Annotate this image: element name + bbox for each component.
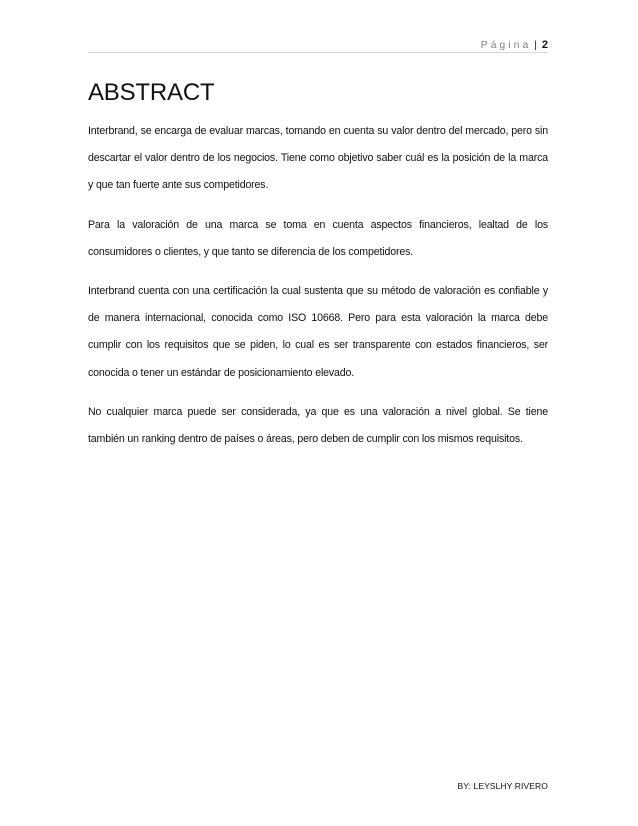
abstract-body	[88, 118, 548, 465]
paragraph-valuation: Para la valoración de una marca se toma en cuenta aspectos financieros, lealtad de los consumidores o clientes, y que tanto se diferencia de los competidores.	[88, 218, 548, 258]
page-number: 2	[541, 39, 548, 51]
section-title: ABSTRACT	[88, 79, 215, 106]
paragraph-intro: Interbrand, se encarga de evaluar marcas, tomando en cuenta su valor dentro del mercado, pero sin descartar el valor dentro de los negocios. Tiene como objetivo saber cuál es la posición de la marca y que tan fuerte ante sus competidores.	[88, 125, 548, 192]
paragraph-certification: Interbrand cuenta con una certificación la cual sustenta que su método de valoración es confiable y de manera internacional, conocida como ISO 10668. Pero para esta valoración la marca debe cumplir con los requisitos que se piden, lo cual es ser transparente con estados financieros, ser conocida o tener un estándar de posicionamiento elevado.	[88, 285, 548, 379]
page-label: Página	[480, 39, 532, 51]
page-footer: BY: LEYSLHY RIVERO	[457, 781, 548, 791]
paragraph-ranking: No cualquier marca puede ser considerada, ya que es una valoración a nivel global. Se tiene también un ranking dentro de países o áreas, pero deben de cumplir con los mismos requisitos.	[88, 405, 548, 446]
header-divider	[88, 52, 548, 53]
header-separator: |	[534, 39, 537, 51]
